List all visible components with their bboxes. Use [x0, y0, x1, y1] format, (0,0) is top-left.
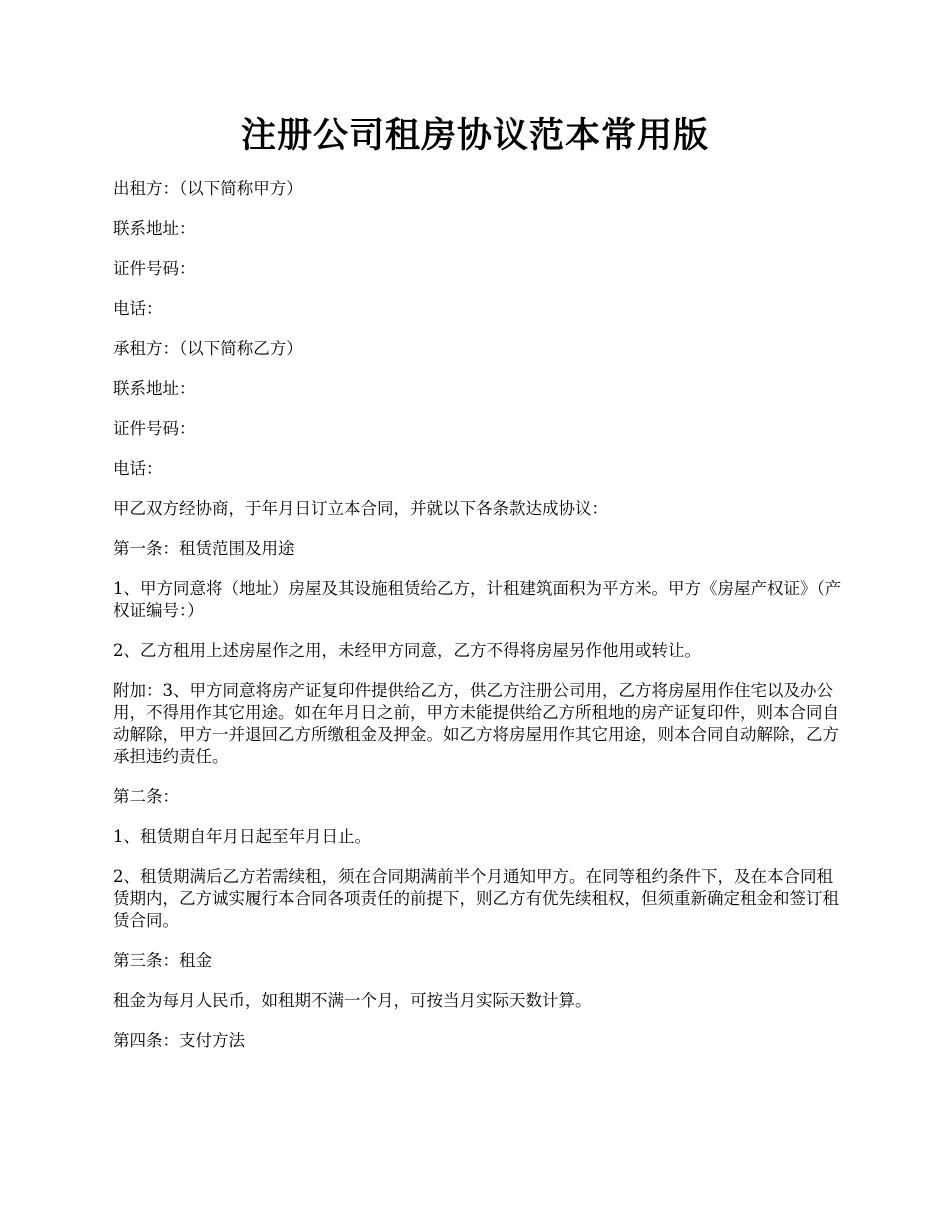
article-2-clause-2: 2、租赁期满后乙方若需续租，须在合同期满前半个月通知甲方。在同等租约条件下，及在本合同租赁期内，乙方诚实履行本合同各项责任的前提下，则乙方有优先续租权，但须重新确定租金和签订租赁合同。 — [113, 867, 839, 930]
document-body — [113, 178, 843, 1070]
agreement-intro: 甲乙双方经协商，于年月日订立本合同，并就以下各条款达成协议： — [113, 499, 608, 518]
lessor-id-line: 证件号码： — [113, 259, 196, 278]
article-4-heading: 第四条：支付方法 — [113, 1031, 245, 1050]
article-1-addendum: 附加：3、甲方同意将房产证复印件提供给乙方，供乙方注册公司用，乙方将房屋用作住宅以及办公用，不得用作其它用途。如在年月日之前，甲方未能提供给乙方所租地的房产证复印件，则本合同自动解除，甲方一并退回乙方所缴租金及押金。如乙方将房屋用作其它用途，则本合同自动解除，乙方承担违约责任。 — [113, 681, 839, 766]
lessor-phone-line: 电话： — [113, 299, 163, 318]
lessee-line: 承租方：（以下简称乙方） — [113, 339, 303, 358]
article-1-heading: 第一条：租赁范围及用途 — [113, 539, 295, 558]
article-2-heading: 第二条： — [113, 787, 179, 806]
lessee-address-line: 联系地址： — [113, 379, 196, 398]
document-title: 注册公司租房协议范本常用版 — [240, 115, 709, 156]
article-1-clause-1: 1、甲方同意将（地址）房屋及其设施租赁给乙方，计租建筑面积为平方米。甲方《房屋产权证》（产权证编号：） — [113, 579, 842, 620]
lessor-line: 出租方：（以下简称甲方） — [113, 179, 303, 198]
lessee-id-line: 证件号码： — [113, 419, 196, 438]
article-2-clause-1: 1、租赁期自年月日起至年月日止。 — [113, 827, 371, 846]
article-3-heading: 第三条：租金 — [113, 951, 212, 970]
lessor-address-line: 联系地址： — [113, 219, 196, 238]
article-1-clause-2: 2、乙方租用上述房屋作之用，未经甲方同意，乙方不得将房屋另作他用或转让。 — [113, 641, 701, 660]
lessee-phone-line: 电话： — [113, 459, 163, 478]
article-3-text: 租金为每月人民币，如租期不满一个月，可按当月实际天数计算。 — [113, 991, 592, 1010]
